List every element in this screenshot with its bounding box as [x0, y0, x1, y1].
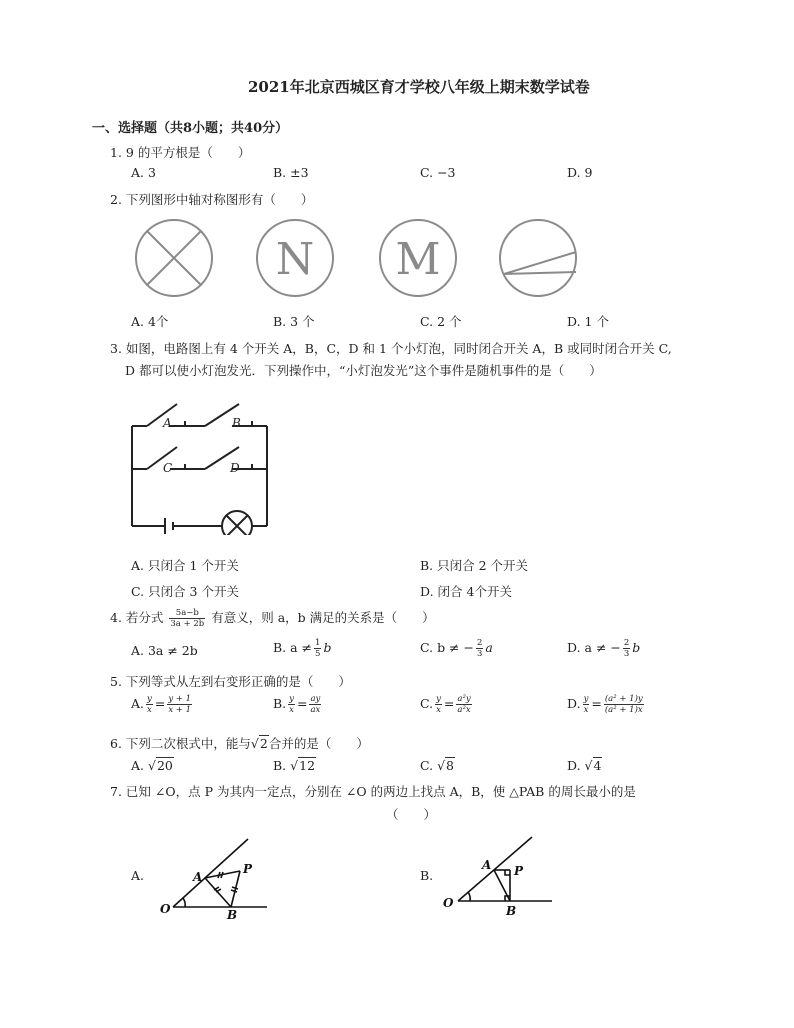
q6-stem-post: 合并的是（ ）: [268, 736, 369, 751]
letter-m: M: [395, 234, 441, 285]
q5d-ln: y: [583, 694, 589, 704]
q5-option-c[interactable]: C. $\frac{y}{x}$ = $\frac{\text{a²y}}{\text{a²x}}$: [420, 694, 471, 715]
q5b-rn: ay: [310, 694, 321, 704]
switch-label-d: D: [230, 461, 240, 475]
q6b-label: B.: [273, 758, 287, 773]
circuit-diagram: [125, 395, 285, 535]
q5d-ld: x: [583, 705, 589, 715]
q4c-num: 2: [476, 638, 483, 648]
switch-label-c: C: [163, 461, 173, 475]
q3-option-b[interactable]: B. 只闭合 2 个开关: [420, 558, 529, 573]
q4d-post: b: [632, 640, 641, 655]
q3-option-c[interactable]: C. 只闭合 3 个开关: [131, 584, 239, 599]
label-o: O: [160, 902, 171, 916]
q1-option-a[interactable]: A. 3: [131, 165, 156, 180]
section-heading: 一、选择题（共8小题；共40分）: [92, 121, 289, 136]
q4b-post: b: [323, 640, 332, 655]
q6-option-a[interactable]: A. √20: [131, 758, 173, 773]
q7-option-a[interactable]: A.: [131, 868, 145, 883]
q5-option-d[interactable]: D. $\frac{y}{x}$ = $\frac{\text{(a² + 1)y}}{\text{(a² + 1)x}}$: [567, 694, 643, 715]
q6a-label: A.: [131, 758, 145, 773]
letter-n: N: [275, 234, 315, 285]
q4-option-a[interactable]: A. 3a ≠ 2b: [131, 643, 198, 658]
q2-option-a[interactable]: A. 4个: [131, 314, 169, 329]
q5d-rn: (a² + 1)y: [604, 694, 643, 704]
q1-option-b[interactable]: B. ±3: [273, 165, 309, 180]
q5d-rd: (a² + 1)x: [604, 705, 643, 715]
label-b: B: [227, 908, 238, 921]
label-b-b: B: [506, 904, 517, 918]
q5b-ln: y: [289, 694, 294, 704]
question-2-stem: 2. 下列图形中轴对称图形有（ ）: [110, 192, 314, 207]
circle-n-figure: [257, 220, 333, 296]
circle-x-figure: [136, 220, 212, 296]
q6-option-d[interactable]: D. √4: [567, 758, 602, 773]
q3-option-d[interactable]: D. 闭合 4个开关: [420, 584, 512, 599]
q4b-den: 5: [315, 649, 321, 659]
q2-option-b[interactable]: B. 3 个: [273, 314, 315, 329]
page-title: 2021年北京西城区育才学校八年级上期末数学试卷: [248, 78, 590, 96]
label-o-b: O: [443, 896, 454, 910]
q5a-ln: y: [147, 694, 152, 704]
circle-m-figure: [380, 220, 456, 296]
q4c-post: a: [485, 640, 493, 655]
q4-frac-den: 3a + 2b: [170, 619, 205, 629]
q6-option-c[interactable]: C. √8: [420, 758, 454, 773]
q7-option-b[interactable]: B.: [420, 868, 434, 883]
switch-label-a: A: [163, 416, 172, 430]
q7-figure-a: [155, 835, 275, 921]
q4-stem-pre: 4. 若分式: [110, 610, 164, 625]
q5b-ld: x: [289, 705, 294, 715]
q6a-rad: 20: [156, 758, 173, 773]
q4-option-d[interactable]: [567, 638, 640, 659]
q5a-ld: x: [147, 705, 152, 715]
q4c-pre: C. b ≠ −: [420, 640, 474, 655]
q5a-rd: x + 1: [168, 705, 192, 715]
q4-option-b[interactable]: [273, 638, 331, 659]
q2-option-c[interactable]: C. 2 个: [420, 314, 462, 329]
q4d-den: 3: [623, 649, 630, 659]
circle-chord-figure: [500, 220, 576, 296]
q4-frac-num: 5a−b: [169, 608, 205, 619]
q5b-label: B.: [273, 696, 287, 711]
q2-option-d[interactable]: D. 1 个: [567, 314, 609, 329]
q6-option-b[interactable]: B. √12: [273, 758, 316, 773]
q4-fraction: [169, 608, 205, 629]
q6c-rad: 8: [446, 758, 454, 773]
q6c-label: C.: [420, 758, 434, 773]
switch-label-b: B: [232, 416, 241, 430]
q4d-num: 2: [623, 638, 630, 648]
q5-option-a[interactable]: A. $\frac{y}{x}$ = $\frac{y + 1}{x + 1}$: [131, 694, 192, 715]
q4b-num: 1: [315, 638, 321, 648]
q5a-label: A.: [131, 696, 145, 711]
q1-option-d[interactable]: D. 9: [567, 165, 593, 180]
q7-figure-b: [438, 835, 558, 921]
label-a: A: [193, 870, 203, 884]
question-4-stem: [110, 608, 435, 629]
q1-option-c[interactable]: C. −3: [420, 165, 456, 180]
q5c-rn: a²y: [457, 694, 471, 704]
q5b-rd: ax: [310, 705, 321, 715]
q4c-den: 3: [476, 649, 483, 659]
q6b-rad: 12: [299, 758, 316, 773]
q5-option-b[interactable]: B. $\frac{y}{x}$ = $\frac{ay}{ax}$: [273, 694, 321, 715]
question-7-stem: 7. 已知 ∠O，点 P 为其内一定点，分别在 ∠O 的两边上找点 A，B，使 △PAB 的周长最小的是: [110, 784, 636, 799]
question-3-stem-line2: D 都可以使小灯泡发光．下列操作中，“小灯泡发光”这个事件是随机事件的是（ ）: [125, 363, 602, 378]
q5c-ln: y: [436, 694, 441, 704]
q4-stem-post: 有意义，则 a，b 满足的关系是（ ）: [211, 610, 435, 625]
question-5-stem: 5. 下列等式从左到右变形正确的是（ ）: [110, 674, 351, 689]
q5a-rn: y + 1: [168, 694, 192, 704]
q5d-label: D.: [567, 696, 581, 711]
q3-option-a[interactable]: A. 只闭合 1 个开关: [131, 558, 239, 573]
q2-figures: [120, 212, 600, 308]
q6d-rad: 4: [593, 758, 602, 773]
label-a-b: A: [482, 858, 492, 872]
q5c-ld: x: [436, 705, 441, 715]
question-7-stem-tail: （ ）: [386, 807, 437, 822]
question-6-stem: 6. 下列二次根式中，能与√2合并的是（ ）: [110, 736, 369, 751]
q4-option-c[interactable]: [420, 638, 493, 659]
label-p-b: P: [514, 864, 524, 878]
question-1-stem: 1. 9 的平方根是（ ）: [110, 145, 251, 160]
q5c-label: C.: [420, 696, 434, 711]
q4d-pre: D. a ≠ −: [567, 640, 621, 655]
q6-stem-rad: 2: [259, 736, 268, 751]
q4b-pre: B. a ≠: [273, 640, 313, 655]
q6d-label: D.: [567, 758, 581, 773]
q5c-rd: a²x: [457, 705, 471, 715]
q6-stem-pre: 6. 下列二次根式中，能与: [110, 736, 251, 751]
label-p: P: [243, 862, 253, 876]
question-3-stem-line1: 3. 如图，电路图上有 4 个开关 A，B，C，D 和 1 个小灯泡，同时闭合开关 A，B 或同时闭合开关 C,: [110, 341, 672, 356]
